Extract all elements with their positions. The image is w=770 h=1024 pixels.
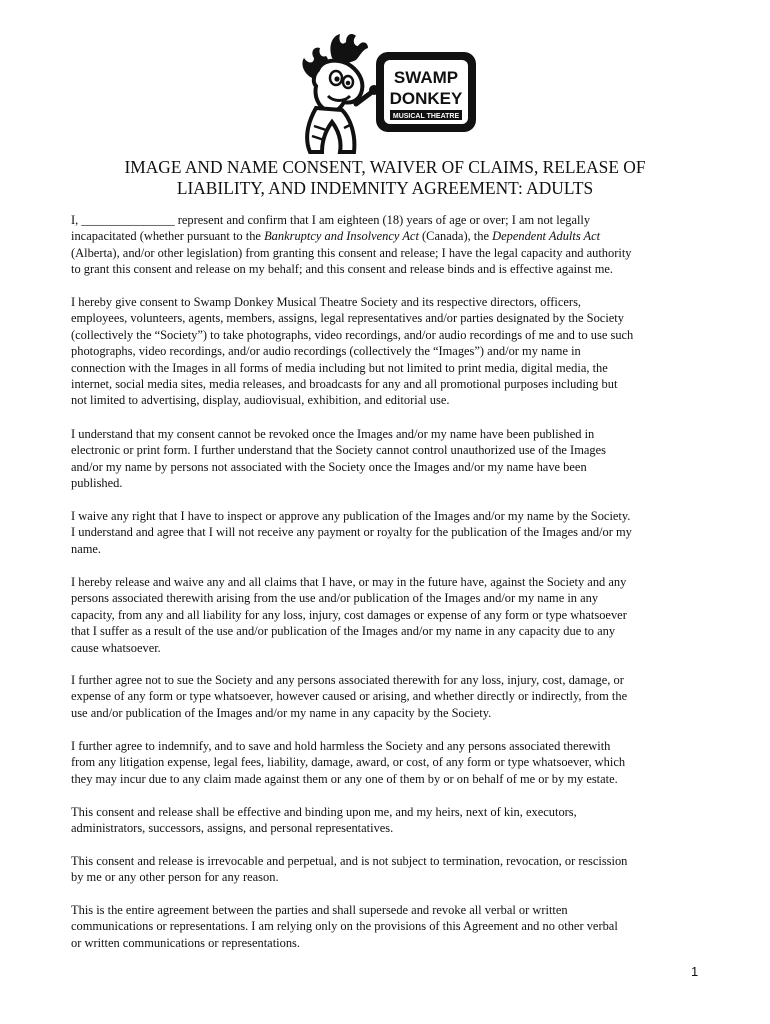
text-line: administrators, successors, assigns, and personal representatives. [71, 821, 394, 836]
text-line: by me or any other person for any reason. [71, 870, 279, 885]
release-paragraph [71, 574, 627, 656]
text-line: that I suffer as a result of the use and/or publication of the Images and/or my name in any capacity due to any [71, 624, 616, 639]
text-line: I hereby give consent to Swamp Donkey Musical Theatre Society and its respective directors, officers, [71, 295, 582, 309]
text-line: I hereby release and waive any and all claims that I have, or may in the future have, against the Society and any [71, 575, 627, 589]
text-line: I understand that my consent cannot be revoked once the Images and/or my name have been published in [71, 427, 595, 441]
text-line: employees, volunteers, agents, members, assigns, legal representatives and/or parties designated by the Society [71, 311, 624, 326]
text-line: expense of any form or type whatsoever, however caused or arising, and whether directly or indirectly, from the [71, 689, 628, 704]
text-line: I, _______________ represent and confirm that I am eighteen (18) years of age or over; I am not legally [71, 213, 591, 227]
irrevocability-paragraph [71, 853, 627, 886]
text-line: cause whatsoever. [71, 640, 161, 655]
text-line: This is the entire agreement between the parties and shall supersede and revoke all verbal or written [71, 903, 568, 917]
text-line: connection with the Images in all forms of media including but not limited to print media, digital media, the [71, 360, 608, 375]
text-line: electronic or print form. I further understand that the Society cannot control unauthorized use of the Images [71, 443, 606, 458]
act-name: Bankruptcy and Insolvency Act [264, 229, 419, 244]
text-line: This consent and release shall be effective and binding upon me, and my heirs, next of kin, executors, [71, 805, 577, 819]
text-line: I further agree not to sue the Society and any persons associated therewith for any loss, injury, cost, damage, or [71, 673, 624, 687]
text-line: communications or representations. I am relying only on the provisions of this Agreement and no other verbal [71, 919, 618, 934]
text-line: and/or my name by persons not associated with the Society once the Images and/or my name have been [71, 459, 587, 474]
revocation-paragraph [71, 426, 606, 492]
waiver-of-inspection-paragraph [71, 508, 632, 557]
binding-effect-paragraph [71, 804, 577, 837]
text-line: (collectively the “Society”) to take photographs, video recordings, and/or audio recordings of me and to use such [71, 327, 634, 342]
title-line-1: IMAGE AND NAME CONSENT, WAIVER OF CLAIMS, RELEASE OF [124, 157, 646, 177]
svg-text:SWAMP: SWAMP [393, 68, 459, 87]
title-line-2: LIABILITY, AND INDEMNITY AGREEMENT: ADULTS [176, 178, 594, 198]
text-line: capacity, from any and all liability for any loss, injury, cost damages or expense of any form or type whatsoever [71, 607, 627, 622]
text-line: name. [71, 541, 102, 556]
text-line: persons associated therewith arising from the use and/or publication of the Images and/or my name in any [71, 591, 599, 606]
svg-text:DONKEY: DONKEY [389, 89, 463, 108]
text-line: incapacitated (whether pursuant to the Bankruptcy and Insolvency Act (Canada), the Dependent Adults Act [71, 229, 601, 244]
document-title [70, 157, 700, 199]
indemnity-paragraph [71, 738, 625, 787]
text-line: published. [71, 476, 123, 491]
text-line: use and/or publication of the Images and/or my name in any capacity by the Society. [71, 705, 492, 720]
text-line: to grant this consent and release on my behalf; and this consent and release binds and is effective against me. [71, 262, 614, 277]
entire-agreement-paragraph [71, 902, 618, 951]
representation-paragraph [71, 212, 632, 278]
page-number: 1 [691, 964, 699, 979]
text-line: I understand and agree that I will not receive any payment or royalty for the publication of the Images and/or my [71, 525, 632, 540]
text-line: I further agree to indemnify, and to save and hold harmless the Society and any persons associated therewith [71, 739, 611, 753]
text-line: (Alberta), and/or other legislation) from granting this consent and release; I have the legal capacity and authority [71, 245, 632, 260]
text-line: This consent and release is irrevocable and perpetual, and is not subject to termination, revocation, or rescission [71, 854, 628, 868]
swamp-donkey-logo [292, 30, 478, 156]
text-line: internet, social media sites, media releases, and broadcasts for any and all promotional purposes including but [71, 377, 618, 392]
text-line: or written communications or representations. [71, 935, 300, 950]
text-line: not limited to advertising, display, audiovisual, exhibition, and editorial use. [71, 393, 450, 408]
text-line: they may incur due to any claim made against them or any one of them by or on behalf of me or by my estate. [71, 771, 618, 786]
text-line: photographs, video recordings, and/or audio recordings (collectively the “Images”) and/or my name in [71, 344, 581, 359]
text-line: from any litigation expense, legal fees, liability, damage, award, or cost, of any form or type whatsoever, which [71, 755, 626, 770]
act-name: Dependent Adults Act [492, 229, 601, 244]
text-line: I waive any right that I have to inspect or approve any publication of the Images and/or my name by the Society. [71, 509, 631, 523]
covenant-not-to-sue-paragraph [71, 672, 627, 721]
svg-text:MUSICAL THEATRE: MUSICAL THEATRE [392, 113, 460, 120]
consent-paragraph [71, 294, 633, 409]
